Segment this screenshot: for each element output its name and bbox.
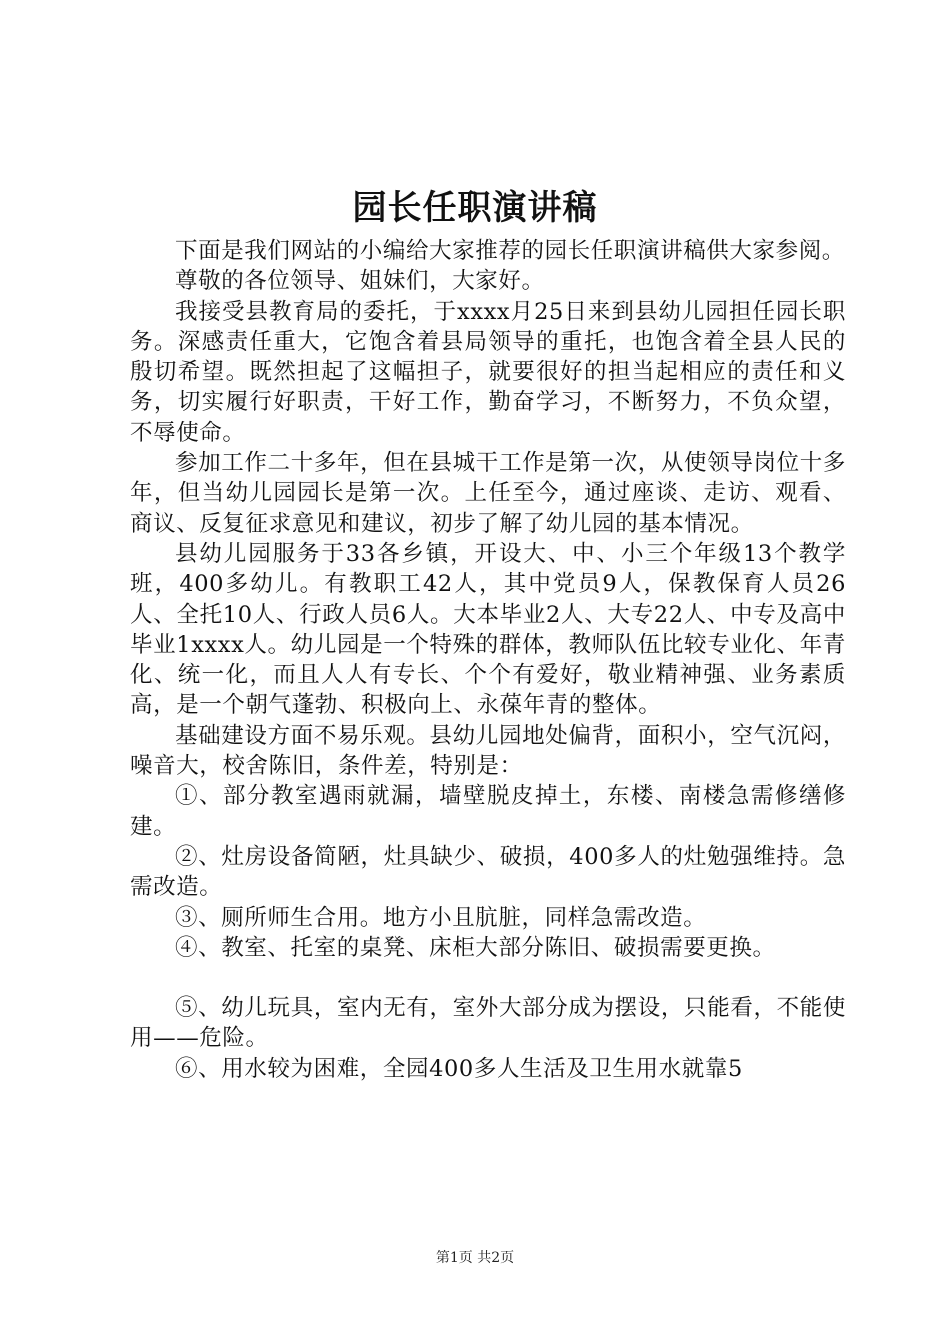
- list-item-6: ⑥、用水较为困难，全园400多人生活及卫生用水就靠5: [175, 1055, 743, 1082]
- list-item-2: ②、灶房设备简陋，灶具缺少、破损，400多人的灶勉强维持。急需改造。: [130, 843, 846, 901]
- blank-line: [130, 963, 846, 993]
- list-item-1: ①、部分教室遇雨就漏，墙壁脱皮掉土，东楼、南楼急需修缮修建。: [130, 783, 846, 840]
- appointment-paragraph: 我接受县教育局的委托，于xxxx月25日来到县幼儿园担任园长职务。深感责任重大，它饱含着县局领导的重托，也饱含着全县人民的殷切希望。既然担起了这幅担子，就要很好的担当起相应的责任和义务，切实履行好职责，干好工作，勤奋学习，不断努力，不负众望，不辱使命。: [130, 298, 846, 446]
- experience-paragraph: 参加工作二十多年，但在县城干工作是第一次，从使领导岗位十多年，但当幼儿园园长是第一次。上任至今，通过座谈、走访、观看、商议、反复征求意见和建议，初步了解了幼儿园的基本情况。: [130, 450, 846, 537]
- list-item-5: ⑤、幼儿玩具，室内无有，室外大部分成为摆设，只能看，不能使用——危险。: [130, 995, 846, 1052]
- greeting-paragraph: 尊敬的各位领导、姐妹们，大家好。: [175, 268, 545, 295]
- list-item-4: ④、教室、托室的桌凳、床柜大部分陈旧、破损需要更换。: [175, 934, 776, 961]
- document-title: 园长任职演讲稿: [352, 188, 598, 228]
- infrastructure-paragraph: 基础建设方面不易乐观。县幼儿园地处偏背，面积小，空气沉闷，噪音大，校舍陈旧，条件差，特别是：: [130, 722, 846, 780]
- list-item-3: ③、厕所师生合用。地方小且肮脏，同样急需改造。: [175, 904, 707, 931]
- document-body: [130, 236, 846, 1084]
- intro-paragraph: 下面是我们网站的小编给大家推荐的园长任职演讲稿供大家参阅。: [175, 238, 845, 264]
- page-footer: 第1页 共2页: [435, 1250, 515, 1266]
- kindergarten-overview-paragraph: 县幼儿园服务于33各乡镇，开设大、中、小三个年级13个教学班，400多幼儿。有教职工42人，其中党员9人，保教保育人员26人、全托10人、行政人员6人。大本毕业2人、大专22人、中专及高中毕业1xxxx人。幼儿园是一个特殊的群体，教师队伍比较专业化、年青化、统一化，而且人人有专长、个个有爱好，敬业精神强、业务素质高，是一个朝气蓬勃、积极向上、永葆年青的整体。: [130, 540, 846, 719]
